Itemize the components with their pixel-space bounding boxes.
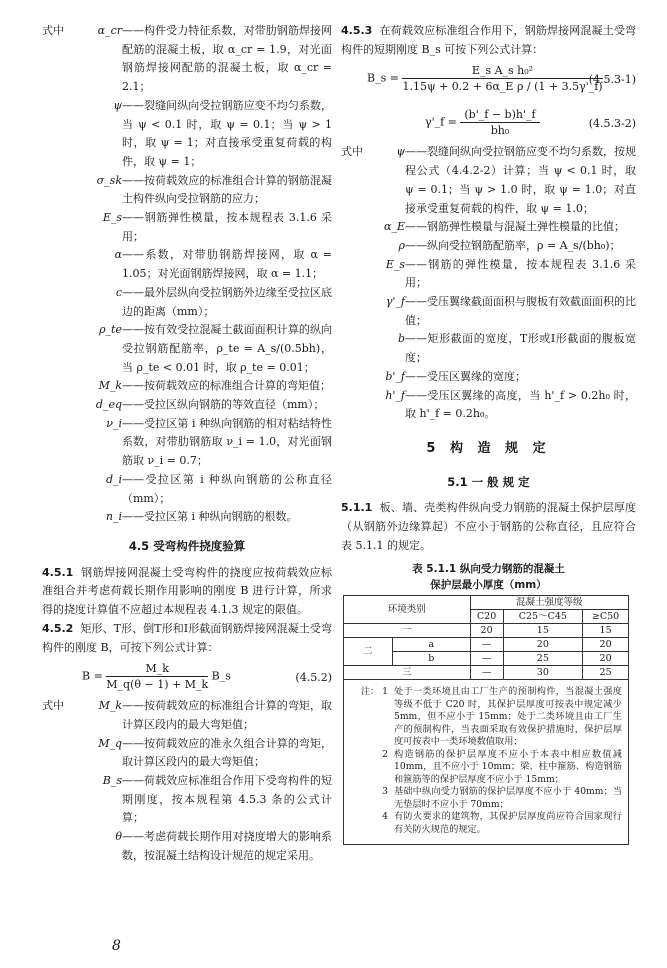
symbol-definition bbox=[341, 293, 636, 330]
definition-text: ——受拉区纵向钢筋的等效直径（mm）； bbox=[122, 398, 325, 412]
symbol bbox=[341, 368, 405, 387]
definition-text: ——按荷载效应的标准组合计算的弯矩值； bbox=[122, 379, 331, 393]
definition-text: ——荷载效应标准组合作用下受弯构件的短期刚度，按本规程第 4.5.3 条的公式计算； bbox=[122, 774, 332, 825]
definition-text: ——按荷载效应的标准组合计算的弯矩，取计算区段内的最大弯矩值； bbox=[122, 699, 332, 731]
symbol-definition bbox=[341, 368, 636, 387]
symbol-definition bbox=[42, 377, 332, 396]
symbol-definition bbox=[42, 828, 332, 865]
symbol-definition bbox=[341, 237, 636, 256]
note-number: 3 bbox=[382, 786, 388, 798]
symbol bbox=[341, 256, 405, 293]
symbol bbox=[42, 415, 122, 471]
symbol bbox=[42, 697, 122, 734]
definition-text: ——矩形截面的宽度，T形或I形截面的腹板宽度； bbox=[405, 332, 636, 365]
symbol-definition bbox=[42, 97, 332, 172]
symbol-definitions-stiffness bbox=[42, 697, 332, 865]
note-text: 基础中纵向受力钢筋的保护层厚度不应小于 40mm；当无垫层时不应小于 70mm； bbox=[394, 786, 622, 810]
symbol-definition bbox=[42, 772, 332, 828]
symbol-definition bbox=[42, 697, 332, 734]
symbol-definitions-short-stiffness bbox=[341, 143, 636, 424]
symbol-text: α bbox=[114, 248, 122, 262]
symbol-definition bbox=[341, 143, 636, 218]
section-heading-5-1: 5.1 一 般 规 定 bbox=[447, 474, 530, 489]
symbol-definition bbox=[42, 508, 332, 527]
symbol-definition bbox=[341, 330, 636, 367]
symbol-text: b bbox=[397, 332, 405, 346]
clause-4-5-2: 4.5.2 矩形、T形、倒T形和I形截面钢筋焊接网混凝土受弯构件的刚度 B，可按下列公式计算： bbox=[42, 621, 332, 654]
definition-text: ——钢筋弹性模量与混凝土弹性模量的比值； bbox=[405, 220, 625, 234]
definition-text: ——系数，对带肋钢筋焊接网，取 α = 1.05；对光面钢筋焊接网，取 α = 1.1； bbox=[122, 248, 332, 281]
section-heading-4-5: 4.5 受弯构件挠度验算 bbox=[128, 538, 246, 553]
symbol-definition bbox=[42, 735, 332, 772]
symbol-text: d_eq bbox=[95, 398, 122, 412]
definition-text: ——裂缝间纵向受拉钢筋应变不均匀系数，按规程公式（4.4.2-2）计算；当 ψ < 0.1 时，取 ψ = 0.1；当 ψ > 1.0 时，取 ψ = 1.0；对直接承受重复荷载的构件，取 ψ = 1.0； bbox=[405, 145, 636, 215]
symbol-definition bbox=[341, 387, 636, 424]
symbol bbox=[42, 772, 122, 828]
symbol bbox=[42, 735, 122, 772]
symbol bbox=[42, 172, 122, 209]
definition-text: ——受压区翼缘的高度，当 h'_f > 0.2h₀ 时，取 h'_f = 0.2h₀。 bbox=[405, 388, 636, 421]
note-item bbox=[352, 811, 622, 836]
table-row: 二 a — 20 20 bbox=[344, 638, 629, 652]
symbol bbox=[42, 97, 122, 172]
definition-text: ——最外层纵向受拉钢筋外边缘至受拉区底边的距离（mm）； bbox=[122, 285, 332, 318]
symbol-definition bbox=[42, 172, 332, 209]
definition-text: ——按荷载效应的准永久组合计算的弯矩，取计算区段内的最大弯矩值； bbox=[122, 736, 332, 769]
table-notes bbox=[343, 680, 629, 845]
chapter-heading-5: 5 构 造 规 定 bbox=[426, 440, 551, 456]
symbol-text: α_cr bbox=[97, 24, 122, 37]
fraction: $\frac{M\_k}{M\_q(\theta - 1) + M\_k}$ bbox=[106, 662, 209, 692]
symbol bbox=[42, 209, 122, 246]
symbol-text: σ_sk bbox=[96, 173, 122, 187]
definition-text: ——按有效受拉混凝土截面面积计算的纵向受拉钢筋配筋率，ρ_te = A_s/(0.5bh)，当 ρ_te < 0.01 时，取 ρ_te = 0.01； bbox=[122, 323, 332, 374]
symbol bbox=[341, 218, 405, 237]
symbol-text: ψ bbox=[113, 98, 122, 112]
symbol-text: h'_f bbox=[385, 388, 405, 402]
fraction: $\frac{(b'\_f - b)h'\_f}{\text{bh₀}}$ bbox=[460, 107, 539, 138]
symbol bbox=[42, 321, 122, 377]
definition-text: ——构件受力特征系数，对带肋钢筋焊接网配筋的混凝土板，取 α_cr = 1.9，对光面钢筋焊接网配筋的混凝土板，取 α_cr = 2.1； bbox=[122, 24, 332, 94]
definition-text: ——受拉区第 i 种纵向钢筋的公称直径（mm）； bbox=[122, 472, 332, 505]
table-row: b — 25 20 bbox=[344, 652, 629, 666]
symbol-text: n_i bbox=[105, 510, 122, 524]
symbol-text: ρ bbox=[398, 238, 405, 252]
symbol-definition bbox=[42, 22, 332, 97]
symbol bbox=[42, 22, 122, 97]
symbol-definition bbox=[42, 415, 332, 471]
header-grade: 混凝土强度等级 bbox=[470, 596, 628, 610]
formula-4-5-3-2: γ'_f = $\frac{(b'\_f - b)h'\_f}{\text{bh₀}}$ (4.5.3-2) bbox=[425, 108, 636, 138]
symbol-definition bbox=[42, 246, 332, 283]
definition-text: ——受拉区第 i 种纵向钢筋的相对粘结特性系数，对带肋钢筋取 ν_i = 1.0，对光面钢筋取 ν_i = 0.7； bbox=[122, 416, 332, 468]
right-column bbox=[341, 22, 636, 845]
note-item bbox=[352, 749, 622, 787]
symbol bbox=[341, 387, 405, 424]
symbol-text: c bbox=[115, 285, 122, 299]
symbol-text: d_i bbox=[105, 472, 122, 486]
symbol-definition bbox=[42, 321, 332, 377]
note-text: 有防火要求的建筑物，其保护层厚度尚应符合国家现行有关防火规范的规定。 bbox=[394, 811, 622, 835]
symbol bbox=[42, 246, 122, 283]
clause-4-5-3: 4.5.3 在荷载效应标准组合作用下，钢筋焊接网混凝土受弯构件的短期刚度 B_s 可按下列公式计算： bbox=[341, 24, 637, 56]
table-row: 一 20 15 15 bbox=[344, 624, 629, 638]
formula-4-5-2: B = $\frac{M\_k}{M\_q(\theta - 1) + M\_k}$ B_s (4.5.2) bbox=[82, 662, 332, 692]
symbol-text: E_s bbox=[385, 257, 405, 271]
clause-4-5-1: 4.5.1 钢筋焊接网混凝土受弯构件的挠度应按荷载效应标准组合并考虑荷载长期作用影响的刚度 B 进行计算，所求得的挠度计算值不应超过本规程表 4.1.3 规定的限值。 bbox=[42, 565, 333, 617]
symbol-text: ψ bbox=[396, 145, 405, 159]
symbol-definition bbox=[42, 396, 332, 415]
symbol bbox=[341, 330, 405, 367]
symbol-text: M_k bbox=[98, 379, 122, 393]
symbol-text: θ bbox=[115, 830, 122, 844]
cover-thickness-table bbox=[343, 595, 629, 680]
definition-text: ——按荷载效应的标准组合计算的钢筋混凝土构件纵向受拉钢筋的应力； bbox=[122, 173, 332, 206]
note-item bbox=[352, 686, 622, 749]
formula-4-5-3-1: B_s = $\frac{\text{E\_s A\_s h₀²}}{\text{1.15ψ + 0.2 + 6α\_E ρ / (1 + 3.5γ'\_f)}}$ (4.5.3-1) bbox=[367, 64, 636, 94]
where-label: 式中 bbox=[42, 24, 64, 37]
note-number: 4 bbox=[382, 811, 388, 823]
symbol-text: α_E bbox=[384, 220, 405, 234]
symbol-definition bbox=[42, 209, 332, 246]
symbol-text: b'_f bbox=[385, 369, 405, 383]
definition-text: ——纵向受拉钢筋配筋率，ρ = A_s/(bh₀)； bbox=[405, 238, 621, 252]
symbol bbox=[42, 396, 122, 415]
symbol bbox=[42, 377, 122, 396]
symbol-text: B_s bbox=[102, 774, 122, 788]
header-env: 环境类别 bbox=[344, 596, 471, 624]
symbol bbox=[341, 143, 405, 218]
definition-text: ——受压翼缘截面面积与腹板有效截面面积的比值； bbox=[405, 295, 636, 327]
symbol-text: γ'_f bbox=[385, 295, 405, 309]
note-item bbox=[352, 786, 622, 811]
note-number: 2 bbox=[382, 748, 388, 760]
symbol-text: M_q bbox=[98, 736, 122, 750]
symbol bbox=[42, 284, 122, 321]
symbol-definition bbox=[341, 256, 636, 293]
symbol-text: M_k bbox=[98, 699, 122, 713]
fraction: $\frac{\text{E\_s A\_s h₀²}}{\text{1.15ψ + 0.2 + 6α\_E ρ / (1 + 3.5γ'\_f)}}$ bbox=[402, 64, 603, 94]
definition-text: ——钢筋弹性模量，按本规程表 3.1.6 采用； bbox=[122, 211, 332, 243]
table-title: 表 5.1.1 纵向受力钢筋的混凝土 保护层最小厚度（mm） bbox=[412, 563, 565, 592]
symbol-definition bbox=[42, 471, 332, 508]
symbol-text: ρ_te bbox=[99, 323, 122, 337]
left-column bbox=[42, 22, 332, 866]
header-c25: C25～C45 bbox=[503, 610, 583, 624]
header-c20: C20 bbox=[470, 610, 503, 624]
definition-text: ——受压区翼缘的宽度； bbox=[405, 369, 526, 383]
page-number: 8 bbox=[112, 938, 121, 954]
symbol bbox=[42, 828, 122, 865]
symbol-definition bbox=[42, 284, 332, 321]
where-label: 式中 bbox=[42, 699, 64, 713]
definition-text: ——钢筋的弹性模量，按本规程表 3.1.6 采用； bbox=[405, 257, 636, 290]
note-number: 注： 1 bbox=[360, 686, 388, 698]
clause-5-1-1: 5.1.1 板、墙、壳类构件纵向受力钢筋的混凝土保护层厚度（从钢筋外边缘算起）不应小于钢筋的公称直径，且应符合表 5.1.1 的规定。 bbox=[341, 501, 637, 552]
definition-text: ——裂缝间纵向受拉钢筋应变不均匀系数，当 ψ < 0.1 时，取 ψ = 0.1；当 ψ > 1 时，取 ψ = 1；对直接承受重复荷载的构件，取 ψ = 1； bbox=[122, 98, 332, 168]
symbol bbox=[42, 471, 122, 508]
note-text: 构造钢筋的保护层厚度不应小于本表中相应数值减 10mm，且不应小于 10mm；梁、柱中箍筋、构造钢筋和箍筋等的保护层厚度不应小于 15mm； bbox=[394, 748, 622, 785]
definition-text: ——考虑荷载长期作用对挠度增大的影响系数，按混凝土结构设计规范的规定采用。 bbox=[122, 830, 332, 862]
symbol-text: E_s bbox=[102, 211, 122, 225]
symbol-text: ν_i bbox=[106, 416, 122, 430]
table-row: 三 — 30 25 bbox=[344, 666, 629, 680]
where-label: 式中 bbox=[341, 145, 363, 159]
symbol-definition bbox=[341, 218, 636, 237]
symbol-definitions-crack bbox=[42, 22, 332, 527]
symbol bbox=[341, 237, 405, 256]
symbol bbox=[42, 508, 122, 527]
note-text: 处于一类环境且由工厂生产的预制构件，当混凝土强度等级不低于 C20 时，其保护层厚度可按表中规定减少 5mm，但不应小于 15mm；处于二类环境且由工厂生产的预制构件，当表面采取有效保护措施时，保护层厚度可按表中一类环境数值取用； bbox=[394, 686, 622, 748]
header-c50: ≥C50 bbox=[583, 610, 629, 624]
definition-text: ——受拉区第 i 种纵向钢筋的根数。 bbox=[122, 510, 298, 524]
symbol bbox=[341, 293, 405, 330]
